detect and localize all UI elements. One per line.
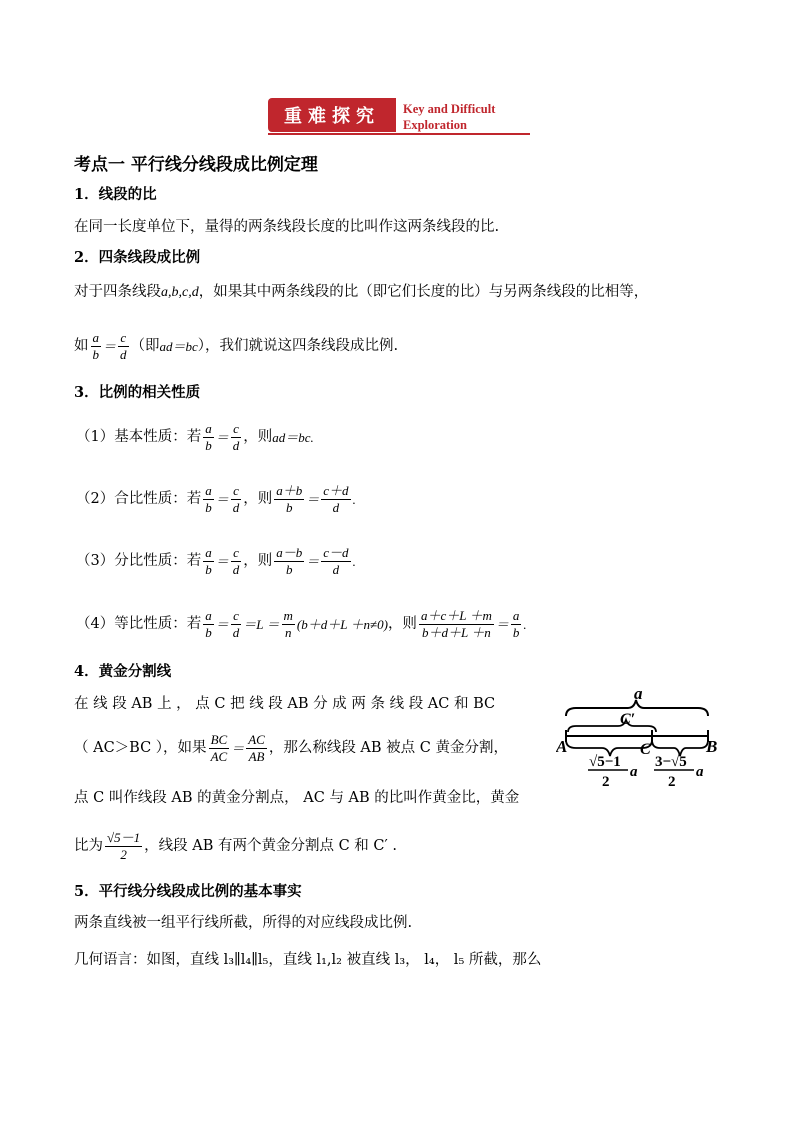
- p3-frac-res2: $\frac{c-d}{d}$: [323, 545, 349, 577]
- p4-frac-res: $\frac{a+c+L +m}{b+d+L +n}$: [420, 608, 492, 640]
- f2-a: a: [696, 764, 704, 780]
- brace-cprime: [568, 720, 656, 732]
- banner-en: [403, 101, 495, 133]
- p3-frac-ab: $\frac{a}{b}$: [205, 545, 212, 577]
- p3-frac-res1: $\frac{a-b}{b}$: [276, 545, 303, 577]
- p2-label: （2）合比性质：若: [76, 491, 202, 508]
- p4-frac-ab: $\frac{a}{b}$: [205, 608, 212, 640]
- frac-a-b: $\frac{a}{b}$: [92, 330, 99, 362]
- p2-frac-cd: $\frac{c}{d}$: [232, 483, 240, 515]
- f1-num: √5−1: [589, 754, 621, 770]
- s2-line1-a: 对于四条线段: [74, 284, 161, 300]
- p4-frac-cd: $\frac{c}{d}$: [232, 608, 240, 640]
- p4-cond: (b＋d＋L ＋n≠0): [296, 617, 388, 632]
- p3-label: （3）分比性质：若: [76, 553, 202, 570]
- s2-eq: ad＝bc: [159, 339, 198, 354]
- eq-sign: ＝: [103, 339, 117, 354]
- prop-4: [76, 608, 527, 641]
- p1-dot: .: [310, 430, 314, 445]
- p3-eq1: ＝: [215, 554, 229, 569]
- p4-mid: ＝L ＝: [243, 617, 280, 632]
- p4-label: （4）等比性质：若: [76, 616, 202, 633]
- banner-en-line2: Exploration: [403, 118, 467, 132]
- f1-a: a: [630, 764, 638, 780]
- s2-line2-b: （即: [130, 338, 160, 355]
- p2-eq1: ＝: [215, 492, 229, 507]
- topic-title: 考点一 平行线分线段成比例定理: [74, 155, 318, 175]
- label-B: B: [706, 737, 718, 756]
- label-cprime: C′: [620, 711, 636, 728]
- p3-dot: .: [352, 554, 356, 569]
- p1-then: ，则: [243, 429, 273, 446]
- prop-3: [76, 545, 356, 578]
- p4-then: ，则: [387, 616, 417, 633]
- s2-line2-c: ），我们就说这四条线段成比例.: [197, 338, 399, 355]
- s4-l2-b: ，那么称线段 AB 被点 C 黄金分割，: [268, 740, 508, 757]
- s2-line2: [74, 330, 398, 363]
- p1-frac-ab: $\frac{a}{b}$: [205, 421, 212, 453]
- frac-c-d: $\frac{c}{d}$: [120, 330, 127, 362]
- p4-frac-mn: $\frac{m}{n}$: [283, 608, 293, 640]
- s4-frac-bc-ac: $\frac{BC}{AC}$: [210, 732, 228, 764]
- s5-heading: 5．平行线分线段成比例的基本事实: [74, 883, 302, 900]
- label-A: A: [556, 737, 568, 756]
- s4-line3: 点 C 叫作线段 AB 的黄金分割点， AC 与 AB 的比叫作黄金比，黄金: [74, 790, 520, 806]
- s4-l4-b: ，线段 AB 有两个黄金分割点 C 和 C′ .: [144, 838, 398, 855]
- p4-dot: .: [523, 617, 527, 632]
- banner-cn: 重难探究: [284, 106, 380, 127]
- banner-underline: [268, 133, 530, 135]
- s4-line1: 在 线 段 AB 上 ， 点 C 把 线 段 AB 分 成 两 条 线 段 AC 和 BC: [74, 696, 496, 712]
- p2-frac-ab: $\frac{a}{b}$: [205, 483, 212, 515]
- s4-line2: [74, 732, 508, 765]
- f2-num: 3−√5: [655, 754, 687, 770]
- p4-eq1: ＝: [215, 617, 229, 632]
- golden-section-diagram: [556, 686, 726, 792]
- s5-geo: 几何语言：如图，直线 l₃∥l₄∥l₅，直线 l₁,l₂ 被直线 l₃， l₄， l₅ 所截，那么: [74, 952, 542, 968]
- p1-label: （1）基本性质：若: [76, 429, 202, 446]
- s4-l4-a: 比为: [74, 838, 103, 855]
- label-a-top: a: [634, 686, 643, 703]
- p1-res: ad＝bc: [272, 430, 311, 445]
- s4-line4: [74, 830, 397, 863]
- s4-eq: ＝: [231, 741, 245, 756]
- p1-eq: ＝: [215, 430, 229, 445]
- p2-frac-res1: $\frac{a+b}{b}$: [276, 483, 303, 515]
- s4-heading: 4．黄金分割线: [74, 663, 172, 680]
- s3-heading: 3．比例的相关性质: [74, 384, 201, 401]
- p1-frac-cd: $\frac{c}{d}$: [232, 421, 240, 453]
- s2-heading: 2．四条线段成比例: [74, 249, 201, 266]
- banner-en-line1: Key and Difficult: [403, 102, 496, 116]
- section-banner: [268, 98, 396, 132]
- prop-2: [76, 483, 356, 516]
- p3-eq2: ＝: [306, 554, 320, 569]
- p3-then: ，则: [243, 553, 273, 570]
- p4-frac-ab2: $\frac{a}{b}$: [512, 608, 520, 640]
- p2-eq2: ＝: [306, 492, 320, 507]
- p2-frac-res2: $\frac{c+d}{d}$: [323, 483, 349, 515]
- prop-1: [76, 421, 314, 454]
- p3-frac-cd: $\frac{c}{d}$: [232, 545, 240, 577]
- s2-line2-a: 如: [74, 338, 89, 355]
- s2-vars: a,b,c,d: [161, 285, 199, 300]
- label-C: C: [640, 741, 651, 758]
- s1-text: 在同一长度单位下，量得的两条线段长度的比叫作这两条线段的比.: [74, 219, 500, 235]
- p2-dot: .: [352, 492, 356, 507]
- p2-then: ，则: [243, 491, 273, 508]
- s2-line1: [74, 285, 648, 300]
- s4-l2-a: （ AC＞BC ），如果: [74, 740, 207, 757]
- golden-ratio-frac: $\frac{√5-1}{2}$: [107, 830, 141, 862]
- f1-den: 2: [602, 774, 610, 790]
- f2-den: 2: [668, 774, 676, 790]
- s2-line1-b: ，如果其中两条线段的比（即它们长度的比）与另两条线段的比相等，: [198, 284, 649, 300]
- p4-eq2: ＝: [495, 617, 509, 632]
- s4-frac-ac-ab: $\frac{AC}{AB}$: [248, 732, 265, 764]
- s5-text: 两条直线被一组平行线所截，所得的对应线段成比例.: [74, 915, 413, 931]
- s1-heading: 1．线段的比: [74, 186, 157, 203]
